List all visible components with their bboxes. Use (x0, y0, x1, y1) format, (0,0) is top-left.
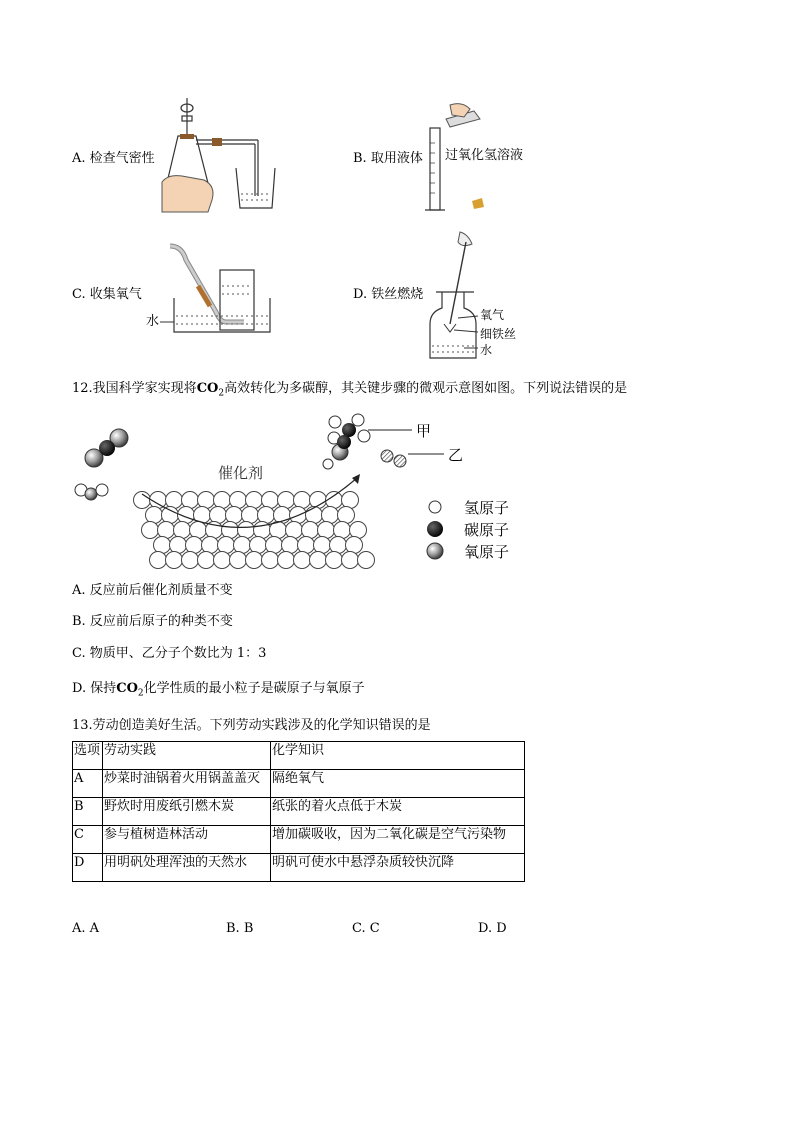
catalyst-label: 催化剂 (218, 464, 264, 482)
catalyst-sphere (350, 522, 367, 539)
table-cell: A (73, 770, 103, 798)
table-cell: 参与植树造林活动 (103, 826, 271, 854)
catalyst-sphere (222, 522, 239, 539)
catalyst-sphere (182, 552, 199, 569)
catalyst-sphere (154, 537, 171, 554)
catalyst-sphere (334, 522, 351, 539)
catalyst-sphere (166, 492, 183, 509)
airtightness-check-illustration (160, 96, 280, 216)
catalyst-sphere (258, 507, 275, 524)
table-cell: 明矾可使水中悬浮杂质较快沉降 (271, 854, 525, 882)
hydrogen-peroxide-label: 过氧化氢溶液 (445, 148, 524, 163)
catalyst-sphere (326, 552, 343, 569)
catalyst-sphere (310, 552, 327, 569)
catalyst-sphere (262, 552, 279, 569)
table-header-cell: 化学知识 (271, 742, 525, 770)
catalyst-surface (134, 492, 375, 569)
catalyst-sphere (186, 537, 203, 554)
catalyst-sphere (150, 552, 167, 569)
option-letter: A. (72, 151, 86, 166)
catalyst-sphere (234, 537, 251, 554)
catalyst-sphere (198, 552, 215, 569)
table-row (73, 826, 525, 854)
legend-oxygen-label: 氧原子 (464, 543, 510, 561)
catalyst-sphere (202, 537, 219, 554)
catalyst-sphere (314, 537, 331, 554)
legend-hydrogen-label: 氢原子 (464, 499, 510, 517)
table-header-cell: 选项 (73, 742, 103, 770)
q13-answer-b: B. B (226, 921, 254, 936)
option-text: 铁丝燃烧 (371, 287, 424, 302)
table-row (73, 798, 525, 826)
stem-text: 高效转化为多碳醇，其关键步骤的微观示意图如图。下列说法错误的是 (224, 381, 628, 396)
catalyst-sphere (342, 552, 359, 569)
catalyst-sphere (266, 537, 283, 554)
catalyst-sphere (230, 492, 247, 509)
catalyst-sphere (346, 537, 363, 554)
table-header-row (73, 742, 525, 770)
oxygen-legend-icon (427, 543, 443, 559)
co2-formula: CO (116, 681, 138, 696)
q13-answer-c: C. C (352, 921, 380, 936)
catalyst-sphere (158, 522, 175, 539)
option-letter: D. (353, 287, 368, 302)
catalysis-diagram (72, 408, 532, 578)
catalyst-sphere (210, 507, 227, 524)
table-row (73, 770, 525, 798)
catalyst-sphere (322, 507, 339, 524)
table-cell: B (73, 798, 103, 826)
catalyst-sphere (318, 522, 335, 539)
catalyst-sphere (306, 507, 323, 524)
co2-subscript: 2 (137, 688, 144, 699)
yi-label: 乙 (448, 446, 464, 464)
option-text: 化学性质的最小粒子是碳原子与氧原子 (143, 681, 365, 696)
carbon-legend-icon (427, 521, 443, 537)
catalyst-sphere (246, 552, 263, 569)
catalyst-sphere (238, 522, 255, 539)
catalyst-sphere (198, 492, 215, 509)
catalyst-sphere (358, 552, 375, 569)
catalyst-sphere (278, 552, 295, 569)
catalyst-sphere (294, 492, 311, 509)
water-label-d: 水 (480, 343, 493, 357)
table-cell: 增加碳吸收，因为二氧化碳是空气污染物 (271, 826, 525, 854)
catalyst-sphere (166, 552, 183, 569)
catalyst-sphere (330, 537, 347, 554)
catalyst-sphere (146, 507, 163, 524)
catalyst-sphere (190, 522, 207, 539)
table-cell: C (73, 826, 103, 854)
iron-wire-label: 细铁丝 (480, 327, 517, 341)
option-a-label (72, 151, 155, 167)
catalyst-sphere (162, 507, 179, 524)
oxygen-label-d: 氧气 (480, 308, 505, 322)
question-13-stem: 13.劳动创造美好生活。下列劳动实践涉及的化学知识错误的是 (72, 718, 431, 733)
catalyst-sphere (338, 507, 355, 524)
option-text: 收集氧气 (89, 287, 142, 302)
catalyst-sphere (170, 537, 187, 554)
catalyst-sphere (226, 507, 243, 524)
jia-label: 甲 (416, 422, 432, 440)
table-cell: D (73, 854, 103, 882)
catalyst-sphere (286, 522, 303, 539)
table-cell: 纸张的着火点低于木炭 (271, 798, 525, 826)
catalyst-sphere (214, 492, 231, 509)
legend-carbon-label: 碳原子 (464, 521, 510, 539)
oxygen-collection-illustration (160, 242, 280, 337)
option-text: 取用液体 (370, 151, 423, 166)
q13-answer-a: A. A (72, 921, 100, 936)
option-d-label (353, 287, 423, 303)
table-cell: 野炊时用废纸引燃木炭 (103, 798, 271, 826)
option-text: D. 保持 (72, 681, 117, 696)
table-cell: 隔绝氧气 (271, 770, 525, 798)
catalyst-sphere (278, 492, 295, 509)
catalyst-sphere (294, 552, 311, 569)
q13-answer-d: D. D (478, 921, 507, 936)
co2-formula: CO (196, 381, 219, 396)
q12-option-d (72, 681, 365, 702)
table-row (73, 854, 525, 882)
catalyst-sphere (142, 522, 159, 539)
catalyst-sphere (174, 522, 191, 539)
catalyst-sphere (250, 537, 267, 554)
catalyst-sphere (230, 552, 247, 569)
catalyst-sphere (218, 537, 235, 554)
table-cell: 用明矾处理浑浊的天然水 (103, 854, 271, 882)
catalyst-sphere (242, 507, 259, 524)
catalyst-sphere (214, 552, 231, 569)
water-label-c: 水 (146, 314, 160, 329)
catalyst-sphere (302, 522, 319, 539)
hydrogen-legend-icon (429, 501, 441, 513)
catalyst-sphere (262, 492, 279, 509)
catalyst-sphere (298, 537, 315, 554)
catalyst-sphere (282, 537, 299, 554)
q12-option-c: C. 物质甲、乙分子个数比为 1：3 (72, 646, 267, 661)
catalyst-sphere (182, 492, 199, 509)
option-letter: B. (353, 151, 367, 166)
option-b-label (353, 151, 423, 167)
q12-option-a: A. 反应前后催化剂质量不变 (72, 583, 233, 598)
option-c-label (72, 287, 142, 303)
stem-text: 12.我国科学家实现将 (72, 381, 197, 396)
q12-option-b: B. 反应前后原子的种类不变 (72, 614, 233, 629)
option-text: 检查气密性 (89, 151, 155, 166)
option-letter: C. (72, 287, 86, 302)
catalyst-sphere (342, 492, 359, 509)
table-header-cell: 劳动实践 (103, 742, 271, 770)
catalyst-sphere (246, 492, 263, 509)
table-cell: 炒菜时油锅着火用锅盖盖灭 (103, 770, 271, 798)
knowledge-table (72, 741, 525, 882)
question-12-stem (72, 381, 627, 402)
co2-subscript: 2 (218, 388, 225, 399)
